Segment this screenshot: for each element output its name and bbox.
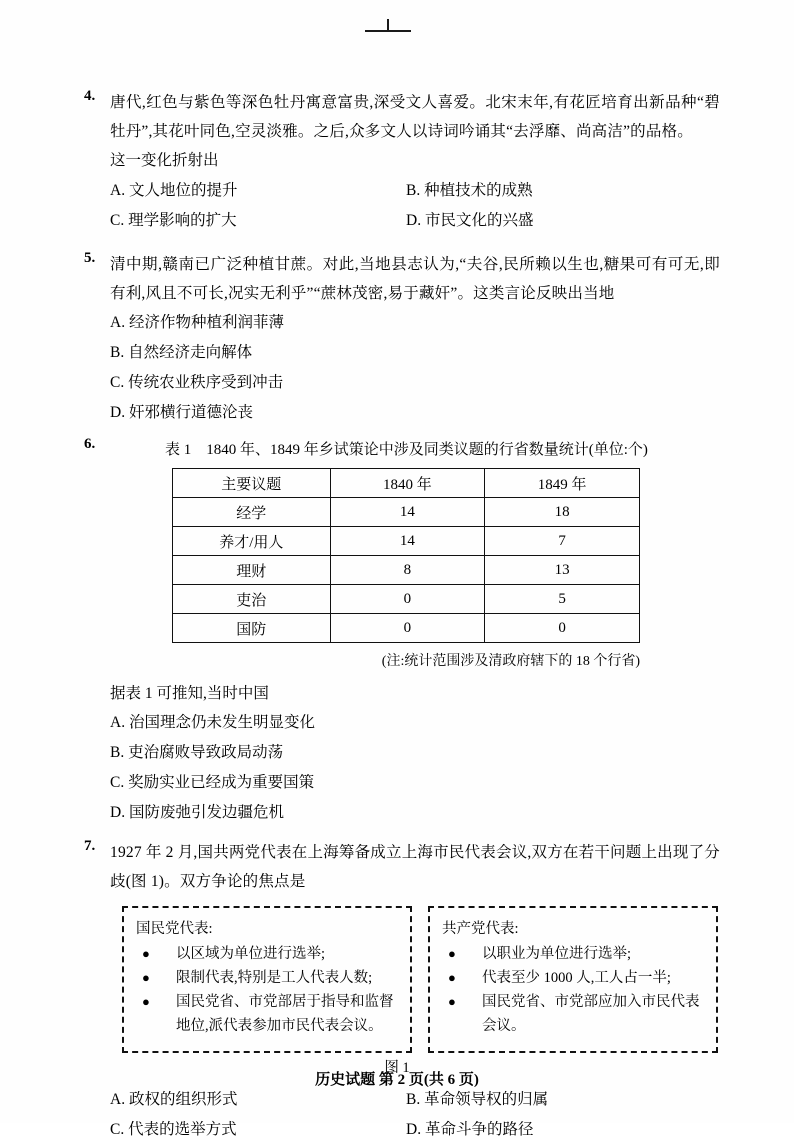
question-4-option-c[interactable]: C. 理学影响的扩大 [110, 212, 237, 229]
question-4-option-a[interactable]: A. 文人地位的提升 [110, 182, 238, 199]
question-5-number: 5. [84, 250, 96, 266]
table-cell-1840: 14 [330, 498, 485, 527]
question-7-number: 7. [84, 838, 96, 854]
table-cell-topic: 经学 [173, 498, 331, 527]
question-4-stem: 唐代,红色与紫色等深色牡丹寓意富贵,深受文人喜爱。北宋末年,有花匠培育出新品种“碧牡丹”,其花叶同色,空灵淡雅。之后,众多文人以诗词吟诵其“去浮靡、尚高洁”的品格。 [110, 94, 720, 140]
list-item [442, 966, 706, 990]
option-row [110, 1115, 720, 1145]
list-item [136, 966, 400, 990]
table-header-topic: 主要议题 [173, 469, 331, 498]
table-1-note-wrap [0, 650, 645, 670]
table-row [173, 527, 640, 556]
question-5-option-d[interactable]: D. 奸邪横行道德沦丧 [110, 404, 253, 421]
bullet-icon: ● [448, 946, 456, 961]
question-6-option-d[interactable]: D. 国防废弛引发边疆危机 [110, 804, 284, 821]
bullet-icon: ● [448, 970, 456, 985]
page-footer: 历史试题 第 2 页(共 6 页) [315, 1072, 479, 1088]
question-7-option-a[interactable]: A. 政权的组织形式 [110, 1091, 238, 1108]
figure-1-caption: 图 1 [384, 1060, 410, 1076]
question-4 [0, 88, 794, 236]
list-item-text: 以职业为单位进行选举; [482, 946, 632, 962]
table-cell-topic: 国防 [173, 614, 331, 643]
table-cell-1840: 0 [330, 614, 485, 643]
kmt-box-title: 国民党代表: [136, 921, 213, 937]
question-5-option-c[interactable]: C. 传统农业秩序受到冲击 [110, 374, 284, 391]
list-item [136, 942, 400, 966]
table-cell-topic: 理财 [173, 556, 331, 585]
table-cell-1840: 0 [330, 585, 485, 614]
bullet-icon: ● [142, 994, 150, 1009]
question-6-option-b[interactable]: B. 吏治腐败导致政局动荡 [110, 744, 284, 761]
table-header-1849: 1849 年 [485, 469, 640, 498]
ccp-box-title: 共产党代表: [442, 921, 519, 937]
question-7-option-d[interactable]: D. 革命斗争的路径 [406, 1121, 534, 1138]
kmt-box-list [136, 942, 400, 1038]
question-6 [0, 436, 794, 828]
bullet-icon: ● [448, 994, 456, 1009]
bullet-icon: ● [142, 970, 150, 985]
question-4-option-b[interactable]: B. 种植技术的成熟 [406, 182, 533, 199]
table-cell-1849: 18 [485, 498, 640, 527]
table-header-1840: 1840 年 [330, 469, 485, 498]
list-item-text: 限制代表,特别是工人代表人数; [176, 970, 373, 986]
question-5-stem: 清中期,赣南已广泛种植甘蔗。对此,当地县志认为,“夫谷,民所赖以生也,糖果可有可无,即有利,风且不可长,况实无利乎”“蔗林茂密,易于藏奸”。这类言论反映出当地 [110, 256, 720, 302]
option-row [110, 1085, 720, 1115]
table-cell-1849: 5 [485, 585, 640, 614]
list-item [442, 942, 706, 966]
table-1-statistics [172, 468, 640, 643]
question-7 [0, 838, 794, 896]
figure-1-right-box-ccp [428, 906, 718, 1053]
list-item [136, 990, 400, 1038]
question-7-options [0, 1085, 794, 1145]
question-4-option-d[interactable]: D. 市民文化的兴盛 [406, 212, 534, 229]
table-cell-1840: 8 [330, 556, 485, 585]
question-6-stem: 据表 1 可推知,当时中国 [110, 685, 269, 702]
list-item [442, 990, 706, 1038]
list-item-text: 代表至少 1000 人,工人占一半; [482, 970, 671, 986]
question-5-option-a[interactable]: A. 经济作物种植利润菲薄 [110, 314, 284, 331]
table-cell-1849: 13 [485, 556, 640, 585]
question-6-options [110, 708, 720, 828]
table-row [173, 556, 640, 585]
table-cell-1849: 0 [485, 614, 640, 643]
table-cell-topic: 养才/用人 [173, 527, 331, 556]
bullet-icon: ● [142, 946, 150, 961]
list-item-text: 以区域为单位进行选举; [176, 946, 326, 962]
table-1-caption: 表 1 1840 年、1849 年乡试策论中涉及同类议题的行省数量统计(单位:个) [165, 442, 648, 458]
question-4-stem-continued: 这一变化折射出 [110, 152, 219, 169]
table-row [173, 614, 640, 643]
table-body [173, 469, 640, 643]
figure-1-left-box-kmt [122, 906, 412, 1053]
question-4-number: 4. [84, 88, 96, 104]
table-cell-1849: 7 [485, 527, 640, 556]
question-6-option-a[interactable]: A. 治国理念仍未发生明显变化 [110, 714, 315, 731]
option-row [110, 206, 720, 236]
page-content [0, 88, 794, 1145]
table-header-row [173, 469, 640, 498]
question-6-number: 6. [84, 436, 96, 452]
figure-1 [0, 906, 794, 1081]
table-row [173, 585, 640, 614]
question-5-option-b[interactable]: B. 自然经济走向解体 [110, 344, 253, 361]
table-row [173, 498, 640, 527]
table-1-note: (注:统计范围涉及清政府辖下的 18 个行省) [381, 654, 640, 669]
question-7-stem: 1927 年 2 月,国共两党代表在上海筹备成立上海市民代表会议,双方在若干问题上出现了分歧(图 1)。双方争论的焦点是 [110, 844, 720, 890]
question-4-options [110, 176, 720, 236]
table-cell-topic: 吏治 [173, 585, 331, 614]
list-item-text: 国民党省、市党部应加入市民代表会议。 [482, 994, 700, 1034]
question-7-option-c[interactable]: C. 代表的选举方式 [110, 1121, 237, 1138]
option-row [110, 176, 720, 206]
binding-register-mark [365, 30, 411, 32]
list-item-text: 国民党省、市党部居于指导和监督地位,派代表参加市民代表会议。 [176, 994, 394, 1034]
question-5-options [110, 308, 720, 428]
table-cell-1840: 14 [330, 527, 485, 556]
question-5 [0, 250, 794, 428]
question-6-option-c[interactable]: C. 奖励实业已经成为重要国策 [110, 774, 315, 791]
question-6-body [0, 679, 720, 828]
ccp-box-list [442, 942, 706, 1038]
question-7-option-b[interactable]: B. 革命领导权的归属 [406, 1091, 549, 1108]
